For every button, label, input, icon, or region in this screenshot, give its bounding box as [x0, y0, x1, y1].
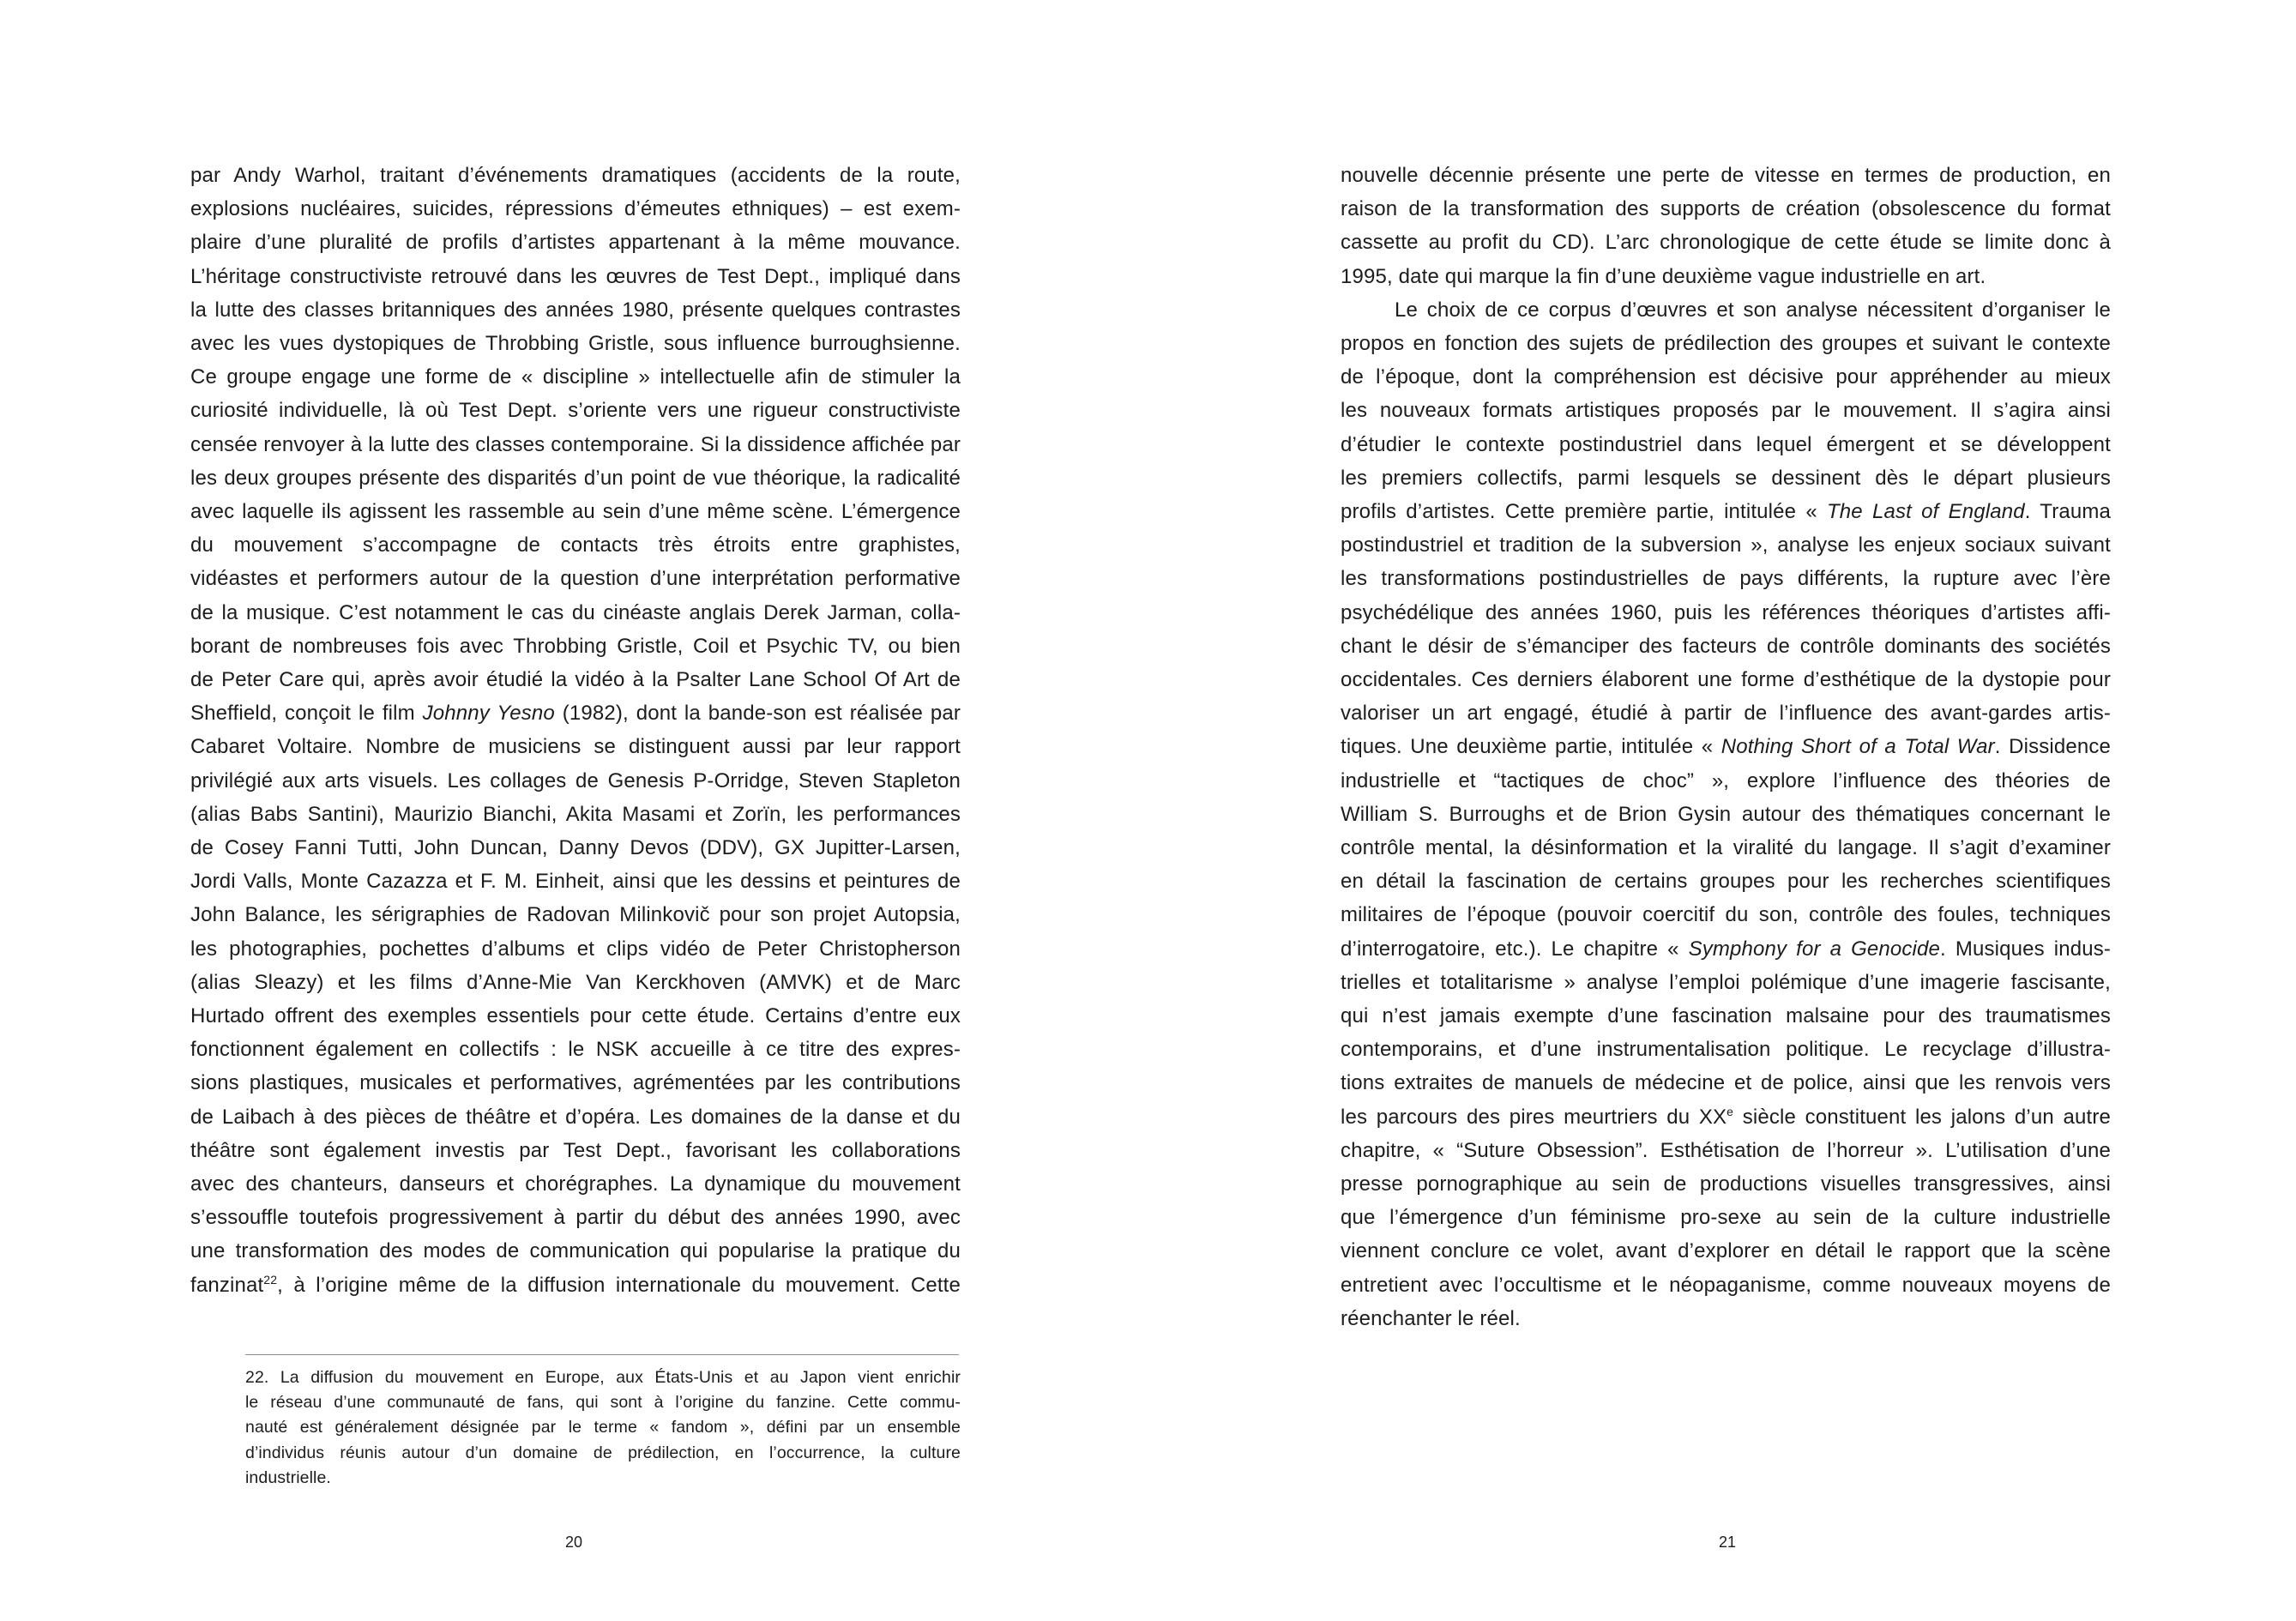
- text-line: John Balance, les sérigraphies de Radovan Milinkovič pour son projet Autopsia,: [190, 903, 961, 927]
- text-line: tions extraites de manuels de médecine et de police, ainsi que les renvois vers: [1341, 1071, 2111, 1095]
- text-line: avec les vues dystopiques de Throbbing Gristle, sous influence burroughsienne.: [190, 332, 961, 355]
- footnote-line: industrielle.: [245, 1467, 331, 1487]
- superscript: e: [1727, 1104, 1734, 1118]
- text-line: viennent conclure ce volet, avant d’explorer en détail le rapport que la scène: [1341, 1239, 2111, 1263]
- text-line: de la musique. C’est notamment le cas du cinéaste anglais Derek Jarman, colla-: [190, 600, 961, 624]
- text-line: L’héritage constructiviste retrouvé dans les œuvres de Test Dept., impliqué dans: [190, 264, 961, 288]
- text-line: (alias Sleazy) et les films d’Anne-Mie Van Kerckhoven (AMVK) et de Marc: [190, 970, 961, 994]
- line-text: . Dissidence: [1994, 735, 2111, 759]
- italic-title: Nothing Short of a Total War: [1720, 735, 1995, 759]
- text-line: les nouveaux formats artistiques proposés par le mouvement. Il s’agira ainsi: [1341, 399, 2111, 423]
- text-line: vidéastes et performers autour de la question d’une interprétation performative: [190, 567, 961, 591]
- text-line: Le choix de ce corpus d’œuvres et son analyse nécessitent d’organiser le: [1395, 298, 2111, 322]
- text-line: [1341, 1100, 2111, 1134]
- text-line: une transformation des modes de communication qui popularise la pratique du: [190, 1239, 961, 1263]
- italic-title: Symphony for a Genocide: [1688, 937, 1941, 961]
- line-text: fanzinat: [190, 1273, 264, 1297]
- text-line: William S. Burroughs et de Brion Gysin autour des thématiques concernant le: [1341, 802, 2111, 826]
- footnote-line: nauté est généralement désignée par le terme « fandom », défini par un ensemble: [245, 1418, 961, 1437]
- line-text: siècle constituent les jalons d’un autre: [1733, 1105, 2111, 1129]
- text-line: presse pornographique au sein de productions visuelles transgressives, ainsi: [1341, 1172, 2111, 1196]
- text-line: de Laibach à des pièces de théâtre et d’opéra. Les domaines de la danse et du: [190, 1105, 961, 1129]
- text-line: plaire d’une pluralité de profils d’artistes appartenant à la même mouvance.: [190, 231, 961, 255]
- text-line: explosions nucléaires, suicides, répressions d’émeutes ethniques) – est exem-: [190, 197, 961, 221]
- text-line: Ce groupe engage une forme de « discipline » intellectuelle afin de stimuler la: [190, 365, 961, 389]
- text-line: borant de nombreuses fois avec Throbbing Gristle, Coil et Psychic TV, ou bien: [190, 634, 961, 658]
- text-line: s’essouffle toutefois progressivement à partir du début des années 1990, avec: [190, 1206, 961, 1230]
- text-line: de Cosey Fanni Tutti, John Duncan, Danny Devos (DDV), GX Jupitter-Larsen,: [190, 836, 961, 859]
- text-line: la lutte des classes britanniques des années 1980, présente quelques contrastes: [190, 298, 961, 322]
- page-number-left: 20: [564, 1534, 583, 1551]
- footnote-line: le réseau d’une communauté de fans, qui sont à l’origine du fanzine. Cette commu-: [245, 1393, 961, 1413]
- text-line: sions plastiques, musicales et performatives, agrémentées par les contributions: [190, 1071, 961, 1095]
- line-text: , à l’origine même de la diffusion internationale du mouvement. Cette: [277, 1273, 961, 1297]
- text-line: psychédélique des années 1960, puis les références théoriques d’artistes affi-: [1341, 600, 2111, 624]
- line-text: d’interrogatoire, etc.). Le chapitre «: [1341, 937, 1689, 961]
- line-text: . Trauma: [2024, 500, 2112, 523]
- text-line: industrielle et “tactiques de choc” », explore l’influence des théories de: [1341, 768, 2111, 792]
- text-line: de Peter Care qui, après avoir étudié la vidéo à la Psalter Lane School Of Art de: [190, 668, 961, 691]
- text-line: privilégié aux arts visuels. Les collages de Genesis P-Orridge, Steven Stapleton: [190, 768, 961, 792]
- text-line: les deux groupes présente des disparités d’un point de vue théorique, la radicalité: [190, 466, 961, 490]
- text-line: militaires de l’époque (pouvoir coercitif du son, contrôle des foules, techniques: [1341, 903, 2111, 927]
- text-line: contrôle mental, la désinformation et la viralité du langage. Il s’agit d’examiner: [1341, 836, 2111, 859]
- text-line: avec laquelle ils agissent les rassemble au sein d’une même scène. L’émergence: [190, 500, 961, 523]
- right-page: [1148, 0, 2296, 1621]
- text-line: raison de la transformation des supports de création (obsolescence du format: [1341, 197, 2111, 221]
- line-text: tiques. Une deuxième partie, intitulée «: [1341, 735, 1721, 759]
- text-line: (alias Babs Santini), Maurizio Bianchi, Akita Masami et Zorïn, les performances: [190, 802, 961, 826]
- text-line: trielles et totalitarisme » analyse l’emploi polémique d’une imagerie fascisante,: [1341, 970, 2111, 994]
- italic-title: The Last of England: [1827, 500, 2025, 523]
- text-line: censée renvoyer à la lutte des classes contemporaine. Si la dissidence affichée par: [190, 432, 961, 456]
- text-line: chapitre, « “Suture Obsession”. Esthétisation de l’horreur ». L’utilisation d’une: [1341, 1138, 2111, 1162]
- text-line: les transformations postindustrielles de pays différents, la rupture avec l’ère: [1341, 567, 2111, 591]
- text-line: fonctionnent également en collectifs : le NSK accueille à ce titre des expres-: [190, 1038, 961, 1062]
- italic-title: Johnny Yesno: [422, 702, 555, 726]
- text-line: cassette au profit du CD). L’arc chronologique de cette étude se limite donc à: [1341, 231, 2111, 255]
- text-line: de l’époque, dont la compréhension est décisive pour appréhender au mieux: [1341, 365, 2111, 389]
- text-line: postindustriel et tradition de la subversion », analyse les enjeux sociaux suivant: [1341, 533, 2111, 557]
- text-line: les premiers collectifs, parmi lesquels se dessinent dès le départ plusieurs: [1341, 466, 2111, 490]
- text-line: Jordi Valls, Monte Cazazza et F. M. Einheit, ainsi que les dessins et peintures de: [190, 870, 961, 894]
- text-line: en détail la fascination de certains groupes pour les recherches scientifiques: [1341, 870, 2111, 894]
- text-line: propos en fonction des sujets de prédilection des groupes et suivant le contexte: [1341, 332, 2111, 355]
- footnote-rule: [245, 1354, 959, 1355]
- text-line: curiosité individuelle, là où Test Dept. s’oriente vers une rigueur constructiviste: [190, 399, 961, 423]
- text-line: Hurtado offrent des exemples essentiels pour cette étude. Certains d’entre eux: [190, 1004, 961, 1027]
- text-line: réenchanter le réel.: [1341, 1306, 1521, 1330]
- text-line: qui n’est jamais exempte d’une fascination malsaine pour des traumatismes: [1341, 1004, 2111, 1027]
- text-line: que l’émergence d’un féminisme pro-sexe au sein de la culture industrielle: [1341, 1206, 2111, 1230]
- text-line: [190, 1268, 961, 1302]
- text-line: par Andy Warhol, traitant d’événements dramatiques (accidents de la route,: [190, 164, 961, 187]
- line-text: (1982), dont la bande-son est réalisée par: [554, 702, 961, 726]
- footnote-line: 22. La diffusion du mouvement en Europe, aux États-Unis et au Japon vient enrichir: [245, 1368, 961, 1387]
- text-line: [1341, 495, 2111, 528]
- text-line: occidentales. Ces derniers élaborent une forme d’esthétique de la dystopie pour: [1341, 668, 2111, 691]
- text-line: [190, 696, 961, 730]
- page-number-right: 21: [1718, 1534, 1737, 1551]
- text-line: valoriser un art engagé, étudié à partir de l’influence des avant-gardes artis-: [1341, 702, 2111, 726]
- text-line: d’étudier le contexte postindustriel dans lequel émergent et se développent: [1341, 432, 2111, 456]
- text-line: avec des chanteurs, danseurs et chorégraphes. La dynamique du mouvement: [190, 1172, 961, 1196]
- line-text: Sheffield, conçoit le film: [190, 702, 423, 726]
- footnote-line: d’individus réunis autour d’un domaine de prédilection, en l’occurrence, la culture: [245, 1443, 961, 1462]
- text-line: nouvelle décennie présente une perte de vitesse en termes de production, en: [1341, 164, 2111, 187]
- text-line: du mouvement s’accompagne de contacts très étroits entre graphistes,: [190, 533, 961, 557]
- text-line: [1341, 932, 2111, 966]
- text-line: Cabaret Voltaire. Nombre de musiciens se distinguent aussi par leur rapport: [190, 735, 961, 759]
- line-text: profils d’artistes. Cette première partie, intitulée «: [1341, 500, 1827, 523]
- text-line: théâtre sont également investis par Test Dept., favorisant les collaborations: [190, 1138, 961, 1162]
- superscript: 22: [263, 1272, 278, 1287]
- text-line: [1341, 730, 2111, 763]
- text-line: entretient avec l’occultisme et le néopaganisme, comme nouveaux moyens de: [1341, 1273, 2111, 1297]
- line-text: . Musiques indus-: [1940, 937, 2111, 961]
- text-line: les photographies, pochettes d’albums et clips vidéo de Peter Christopherson: [190, 937, 961, 961]
- text-line: chant le désir de s’émanciper des facteurs de contrôle dominants des sociétés: [1341, 634, 2111, 658]
- line-text: les parcours des pires meurtriers du XX: [1341, 1105, 1727, 1129]
- text-line: 1995, date qui marque la fin d’une deuxième vague industrielle en art.: [1341, 264, 1986, 288]
- text-line: contemporains, et d’une instrumentalisation politique. Le recyclage d’illustra-: [1341, 1038, 2111, 1062]
